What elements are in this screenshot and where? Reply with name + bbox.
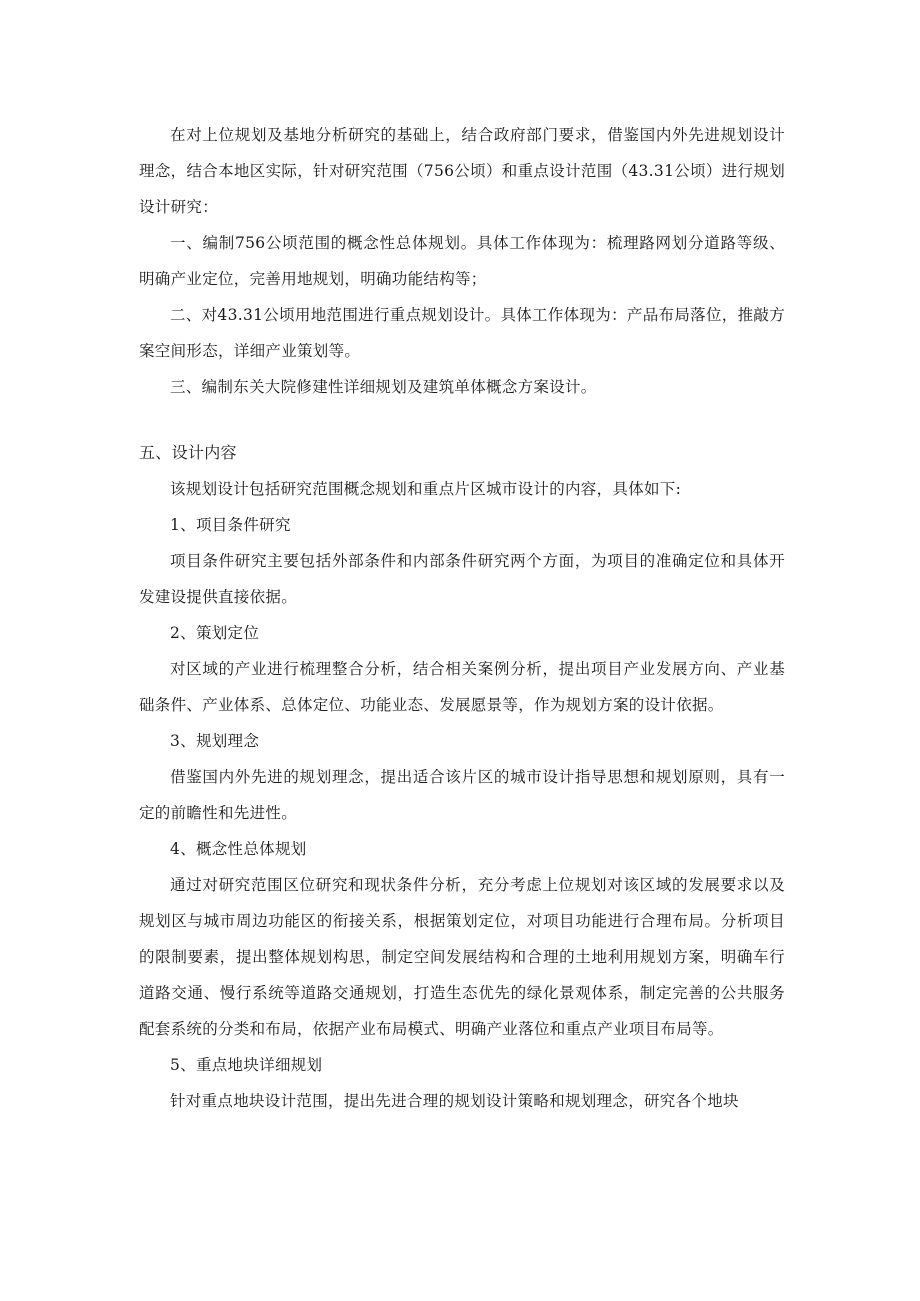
item-body: 借鉴国内外先进的规划理念，提出适合该片区的城市设计指导思想和规划原则，具有一定的前瞻性和先进性。: [139, 768, 785, 822]
item-body: 项目条件研究主要包括外部条件和内部条件研究两个方面，为项目的准确定位和具体开发建设提供直接依据。: [139, 552, 785, 606]
item-title: 2、策划定位: [170, 624, 260, 642]
item-title: 3、规划理念: [170, 732, 260, 750]
item-title: 4、概念性总体规划: [170, 840, 307, 858]
item-title: 5、重点地块详细规划: [170, 1056, 323, 1074]
task-three-paragraph: 三、编制东关大院修建性详细规划及建筑单体概念方案设计。: [170, 378, 597, 396]
task-one-paragraph: 一、编制756公顷范围的概念性总体规划。具体工作体现为：梳理路网划分道路等级、明确产业定位，完善用地规划，明确功能结构等；: [139, 234, 785, 288]
item-body: 针对重点地块设计范围，提出先进合理的规划设计策略和规划理念，研究各个地块: [170, 1092, 739, 1110]
task-two-paragraph: 二、对43.31公顷用地范围进行重点规划设计。具体工作体现为：产品布局落位，推敲方案空间形态，详细产业策划等。: [139, 306, 785, 360]
section-heading: 五、设计内容: [139, 443, 237, 462]
intro-paragraph: 在对上位规划及基地分析研究的基础上，结合政府部门要求，借鉴国内外先进规划设计理念，结合本地区实际，针对研究范围（756公顷）和重点设计范围（43.31公顷）进行规划设计研究：: [139, 126, 785, 216]
item-title: 1、项目条件研究: [170, 516, 291, 534]
section-intro-paragraph: 该规划设计包括研究范围概念规划和重点片区城市设计的内容，具体如下:: [170, 480, 682, 498]
item-body: 对区域的产业进行梳理整合分析，结合相关案例分析，提出项目产业发展方向、产业基础条件、产业体系、总体定位、功能业态、发展愿景等，作为规划方案的设计依据。: [139, 660, 785, 714]
document-body: [139, 117, 785, 1119]
item-body: 通过对研究范围区位研究和现状条件分析，充分考虑上位规划对该区域的发展要求以及规划区与城市周边功能区的衔接关系，根据策划定位，对项目功能进行合理布局。分析项目的限制要素，提出整体规划构思，制定空间发展结构和合理的土地利用规划方案，明确车行道路交通、慢行系统等道路交通规划，打造生态优先的绿化景观体系，制定完善的公共服务配套系统的分类和布局，依据产业布局模式、明确产业落位和重点产业项目布局等。: [139, 876, 785, 1038]
